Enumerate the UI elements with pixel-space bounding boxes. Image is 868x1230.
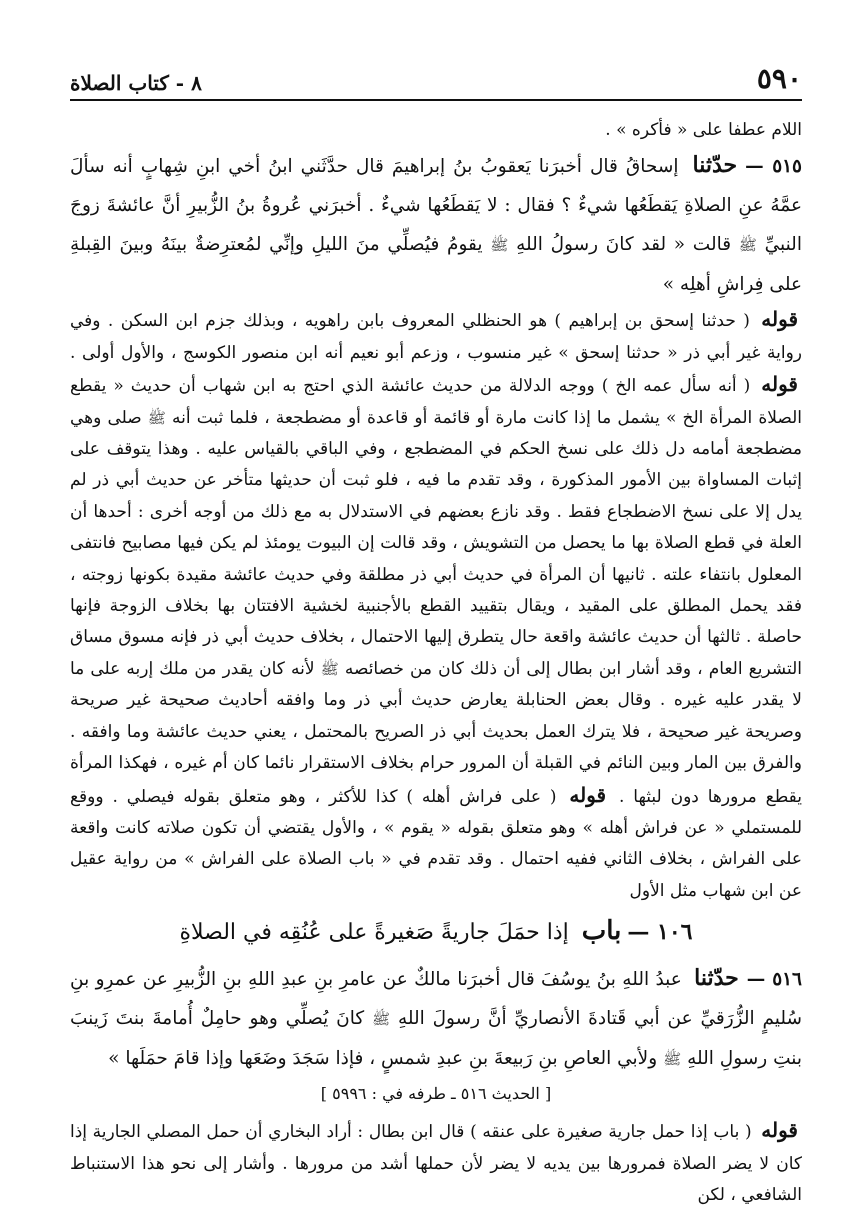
hadith-text: عبدُ اللهِ بنُ يوسُفَ قال أخبرَنا مالكٌ عن عامرِ بنِ عبدِ اللهِ بنِ الزُّبيرِ عن عمرِو بنِ سُليمٍ الزُّرَقيِّ عن أبي قَتادةَ الأنصاريِّ أنَّ رسولَ اللهِ: [70, 969, 802, 1030]
chapter-heading: [70, 909, 802, 955]
salawat-glyph: ﷺ: [147, 408, 166, 427]
chapter-word: باب: [581, 916, 622, 947]
hadith-text-3: يقومُ فيُصلِّي منَ الليلِ وإنِّي لمُعترِضةٌ بينَهُ وبينَ القِبلةِ على فِراشِ أهلِه »: [70, 234, 802, 296]
salawat-glyph: ﷺ: [738, 236, 757, 255]
commentary-text: ( باب إذا حمل جارية صغيرة على عنقه ) قال ابن بطال : أراد البخاري أن حمل المصلي الجارية إذا كان لا يضر الصلاة فمرورها بين يديه لا يضر لأن حملها أشد من مرورها . وأشار إلى نحو هذا الاستنباط الشافعي ، لكن: [70, 1122, 802, 1205]
commentary-text-4: لأنه كان يقدر من ملك إربه على ما لا يقدر عليه غيره . وقال بعض الحنابلة يعارض حديث أبي ذر وما وافقه أحاديث صحيحة غير صريحة وصريحة غير صحيحة ، فلا يترك العمل بحديث أبي ذر الصريح بالمحتمل ، يعني حديث عائشة وما وافقه . والفرق بين المار وبين النائم في القبلة أن المرور حرام بخلاف الاستقرار نائما كان أم غيره ، فهكذا المرأة يقطع مرورها دون لبثها .: [70, 658, 802, 807]
page-number: ٥٩٠: [756, 62, 802, 95]
commentary-515: [70, 304, 802, 907]
book-title: ٨ - كتاب الصلاة: [70, 71, 202, 95]
opening-line: اللام عطفا على « فأكره » .: [605, 120, 802, 140]
commentary-text-3: صلى وهي مضطجعة أمامه دل ذلك على نسخ الحكم في المضطجع ، وفي الباقي بالقياس عليه . وهذا يتوقف على إثبات المساواة بين الأمور المذكورة ، وقد تقدم ما فيه ، فلو ثبت أن حديثها متأخر عن حديث أبي ذر لم يدل إلا على نسخ الاضطجاع فقط . وقد نازع بعضهم في الاستدلال به مع ذلك من أوجه أخرى : أحدها أن العلة في قطع الصلاة بها ما يحصل من التشويش ، وقد قالت إن البيوت يومئذ لم يكن فيها مصابيح فانتفى المعلول بانتفاء علته . ثانيها أن المرأة في حديث أبي ذر مطلقة وفي حديث عائشة مقيدة بكونها زوجته ، فقد يحمل المطلق على المقيد ، ويقال بتقييد القطع بالأجنبية لخشية الافتتان بها بخلاف الزوجة فإنها حاصلة . ثالثها أن حديث عائشة واقعة حال يتطرق إليها الاحتمال ، بخلاف حديث أبي ذر فإنه مسوق مساق التشريع العام ، وقد أشار ابن بطال إلى أن ذلك كان من خصائصه: [70, 407, 803, 679]
hadith-text-3: ولأبي العاصِ بنِ رَبيعةَ بنِ عبدِ شمسٍ ، فإذا سَجَدَ وضَعَها وإذا قامَ حمَلَها »: [108, 1048, 658, 1070]
salawat-glyph: ﷺ: [490, 236, 509, 255]
qawluhu-label: قوله: [761, 307, 799, 332]
hadith-number: ٥١٦ —: [746, 969, 802, 991]
hadith-text: إسحاقُ قال أخبرَنا يَعقوبُ بنُ إبراهيمَ قال حدَّثَني ابنُ أخي ابنِ شِهابٍ أنه سألَ عمَّهُ عنِ الصلاةِ يَقطَعُها شيءٌ ؟ فقال : لا يَقطَعُها شيءٌ . أخبرَني عُروةُ بنُ الزُّبيرِ أنَّ عائشةَ زوجَ النبيِّ: [70, 156, 802, 256]
running-head: [70, 62, 802, 101]
hadith-515: [70, 146, 802, 304]
hadith-number: ٥١٥ —: [745, 156, 802, 178]
commentary-text-5: ( على فراش أهله ) كذا للأكثر ، وهو متعلق بقوله فيصلي . ووقع للمستملي « عن فراش أهله » وهو متعلق بقوله « يقوم » ، والأول يقتضي أن تكون صلاته كانت واقعة على الفراش ، بخلاف الثاني ففيه احتمال . وقد تقدم في « باب الصلاة على الفراش » من رواية عقيل عن ابن شهاب مثل الأول: [70, 786, 802, 901]
chapter-number: ١٠٦ —: [627, 919, 693, 946]
salawat-glyph: ﷺ: [320, 659, 339, 678]
qawluhu-label: قوله: [761, 1118, 798, 1143]
hadith-cross-reference: [ الحديث ٥١٦ ـ طرفه في : ٥٩٩٦ ]: [320, 1084, 552, 1104]
commentary-text-1: ( حدثنا إسحق بن إبراهيم ) هو الحنظلي المعروف بابن راهويه ، وبذلك جزم ابن السكن . وفي رواية غير أبي ذر « حدثنا إسحق » غير منسوب ، وزعم أبو نعيم أنه ابن منصور الكوسج ، والأول أولى .: [70, 311, 802, 363]
commentary-text-2: ( أنه سأل عمه الخ ) ووجه الدلالة من حديث عائشة الذي احتج به ابن شهاب أن حديث « يقطع الصلاة المرأة الخ » يشمل ما إذا كانت مارة أو قائمة أو قاعدة أو مضطجعة ، فلما ثبت أنه: [70, 376, 803, 428]
hadith-516: [70, 959, 802, 1079]
salawat-glyph: ﷺ: [663, 1050, 682, 1069]
haddathana-label: حدّثنا: [692, 152, 738, 179]
haddathana-label: حدّثنا: [694, 965, 739, 992]
chapter-title: إذا حمَلَ جاريةً صَغيرةً على عُنُقِه في الصلاةِ: [179, 920, 569, 946]
qawluhu-label: قوله: [761, 372, 798, 397]
hadith-text-2: قالت « لقد كانَ رسولُ اللهِ: [516, 234, 732, 256]
hadith-text-2: كانَ يُصلِّي وهو حامِلٌ أُمامةَ بنتَ زَينبَ بنتِ رسولِ اللهِ: [70, 1008, 802, 1070]
commentary-516: [70, 1115, 802, 1211]
salawat-glyph: ﷺ: [372, 1010, 391, 1029]
qawluhu-label: قوله: [569, 782, 607, 807]
